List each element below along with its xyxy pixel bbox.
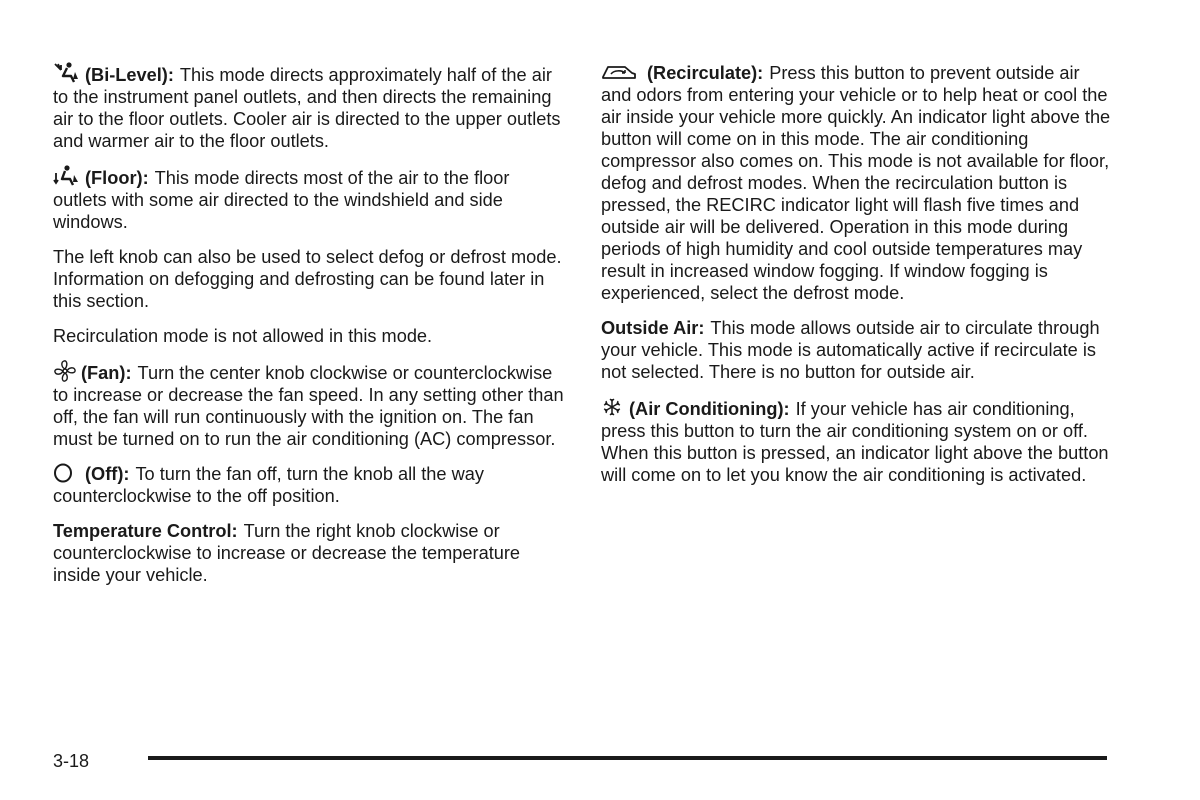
temperature-paragraph xyxy=(53,520,565,586)
bi-level-icon xyxy=(53,62,79,84)
recirculate-paragraph xyxy=(601,62,1113,304)
fan-paragraph xyxy=(53,360,565,450)
fan-text: Turn the center knob clockwise or counterclockwise to increase or decrease the fan speed. In any setting other than off, the fan will run continuously with the ignition on. The fan must be turned on to run the air conditioning (AC) compressor. xyxy=(53,363,564,449)
off-paragraph xyxy=(53,463,565,507)
snowflake-icon xyxy=(601,396,623,418)
bi-level-paragraph xyxy=(53,62,565,152)
footer-rule xyxy=(148,756,1107,760)
recirculate-text: Press this button to prevent outside air and odors from entering your vehicle or to help heat or cool the air inside your vehicle more quickly. An indicator light above the button will come on in this mode. The air conditioning compressor also comes on. This mode is not available for floor, defog and defrost modes. When the recirculation button is pressed, the RECIRC indicator light will flash five times and outside air will be delivered. Operation in this mode during periods of high humidity and cool outside temperatures may result in increased window fogging. If window fogging is experienced, select the defrost mode. xyxy=(601,63,1111,303)
floor-icon xyxy=(53,165,79,187)
air-conditioning-paragraph xyxy=(601,396,1113,486)
temperature-text: Turn the right knob clockwise or counterclockwise to increase or decrease the temperature inside your vehicle. xyxy=(53,521,521,585)
floor-term: (Floor): xyxy=(85,168,149,188)
floor-text: This mode directs most of the air to the floor outlets with some air directed to the windshield and side windows. xyxy=(53,168,510,232)
air-conditioning-text: If your vehicle has air conditioning, press this button to turn the air conditioning system on or off. When this button is pressed, an indicator light above the button will come on to let you know the air conditioning is activated. xyxy=(601,399,1109,485)
left-column xyxy=(53,62,565,599)
floor-paragraph xyxy=(53,165,565,233)
page-number: 3-18 xyxy=(53,751,90,771)
defog-note-paragraph: The left knob can also be used to select defog or defrost mode. Information on defogging and defrosting can be found later in this section. xyxy=(53,247,562,311)
bi-level-text: This mode directs approximately half of the air to the instrument panel outlets, and then directs the remaining air to the floor outlets. Cooler air is directed to the upper outlets and warmer air to the floor outlets. xyxy=(53,65,561,151)
off-circle-icon xyxy=(53,463,73,483)
outside-air-term: Outside Air: xyxy=(601,318,705,338)
recirc-note-paragraph: Recirculation mode is not allowed in this mode. xyxy=(53,326,433,346)
recirculate-icon xyxy=(601,62,637,82)
air-conditioning-term: (Air Conditioning): xyxy=(629,399,790,419)
outside-air-text: This mode allows outside air to circulate through your vehicle. This mode is automatically active if recirculate is not selected. There is no button for outside air. xyxy=(601,318,1100,382)
fan-icon xyxy=(53,360,77,382)
recirculate-term: (Recirculate): xyxy=(647,63,764,83)
off-text: To turn the fan off, turn the knob all the way counterclockwise to the off position. xyxy=(53,464,484,506)
right-column xyxy=(601,62,1113,499)
temperature-term: Temperature Control: xyxy=(53,521,238,541)
bi-level-term: (Bi-Level): xyxy=(85,65,174,85)
outside-air-paragraph xyxy=(601,317,1113,383)
off-term: (Off): xyxy=(85,464,130,484)
fan-term: (Fan): xyxy=(81,363,132,383)
